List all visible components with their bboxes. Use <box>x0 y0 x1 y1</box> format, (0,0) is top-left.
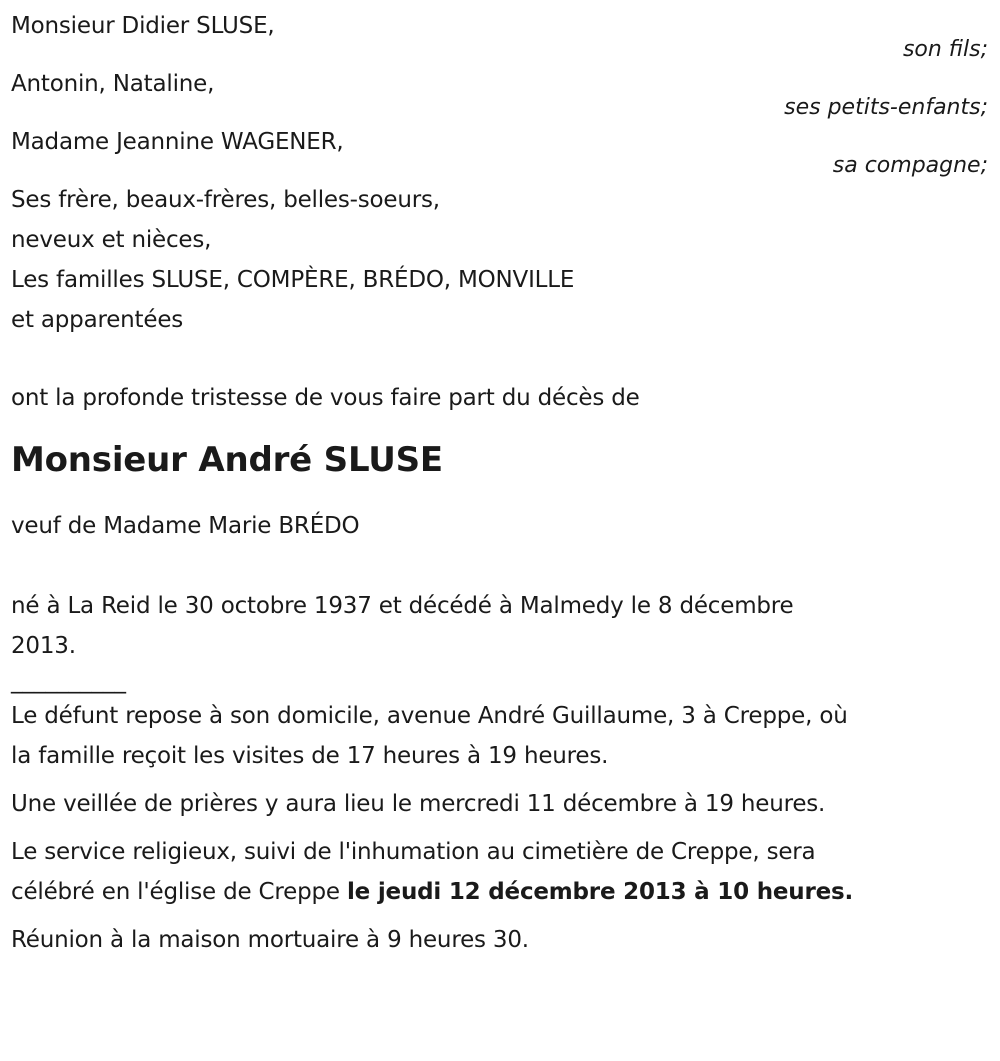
birth-death-line: né à La Reid le 30 octobre 1937 et décédé à Malmedy le 8 décembre <box>11 593 794 619</box>
announcement-text: ont la profonde tristesse de vous faire part du décès de <box>11 385 640 411</box>
separator-rule: __________ <box>11 668 126 694</box>
widower-line: veuf de Madame Marie BRÉDO <box>11 513 360 539</box>
family-relation: ses petits-enfants; <box>784 95 988 120</box>
family-member-name: Monsieur Didier SLUSE, <box>11 13 275 39</box>
family-member-name: Antonin, Nataline, <box>11 71 215 97</box>
family-relation: sa compagne; <box>832 153 988 178</box>
repose-text: la famille reçoit les visites de 17 heures à 19 heures. <box>11 743 609 769</box>
family-member-name: Madame Jeannine WAGENER, <box>11 129 344 155</box>
reunion-text: Réunion à la maison mortuaire à 9 heures 30. <box>11 927 529 953</box>
other-relatives-line: Ses frère, beaux-frères, belles-soeurs, <box>11 187 440 213</box>
service-text: Le service religieux, suivi de l'inhumation au cimetière de Creppe, sera <box>11 839 816 865</box>
spacer <box>11 824 990 832</box>
service-text-line2 <box>11 872 990 912</box>
spacer <box>11 776 990 784</box>
vigil-text: Une veillée de prières y aura lieu le mercredi 11 décembre à 19 heures. <box>11 791 826 817</box>
other-relatives-line: Les familles SLUSE, COMPÈRE, BRÉDO, MONVILLE <box>11 267 575 293</box>
spacer <box>11 340 990 378</box>
deceased-name: Monsieur André SLUSE <box>11 440 443 480</box>
other-relatives-line: et apparentées <box>11 307 184 333</box>
birth-death-line: 2013. <box>11 633 76 659</box>
spacer <box>11 482 990 506</box>
spacer <box>11 912 990 920</box>
service-date-emphasis: le jeudi 12 décembre 2013 à 10 heures. <box>346 879 854 905</box>
service-text-prefix: célébré en l'église de Creppe <box>11 879 347 905</box>
repose-text: Le défunt repose à son domicile, avenue André Guillaume, 3 à Creppe, où <box>11 703 848 729</box>
family-relation: son fils; <box>902 37 988 62</box>
spacer <box>11 546 990 586</box>
spacer <box>11 418 990 438</box>
other-relatives-line: neveux et nièces, <box>11 227 212 253</box>
